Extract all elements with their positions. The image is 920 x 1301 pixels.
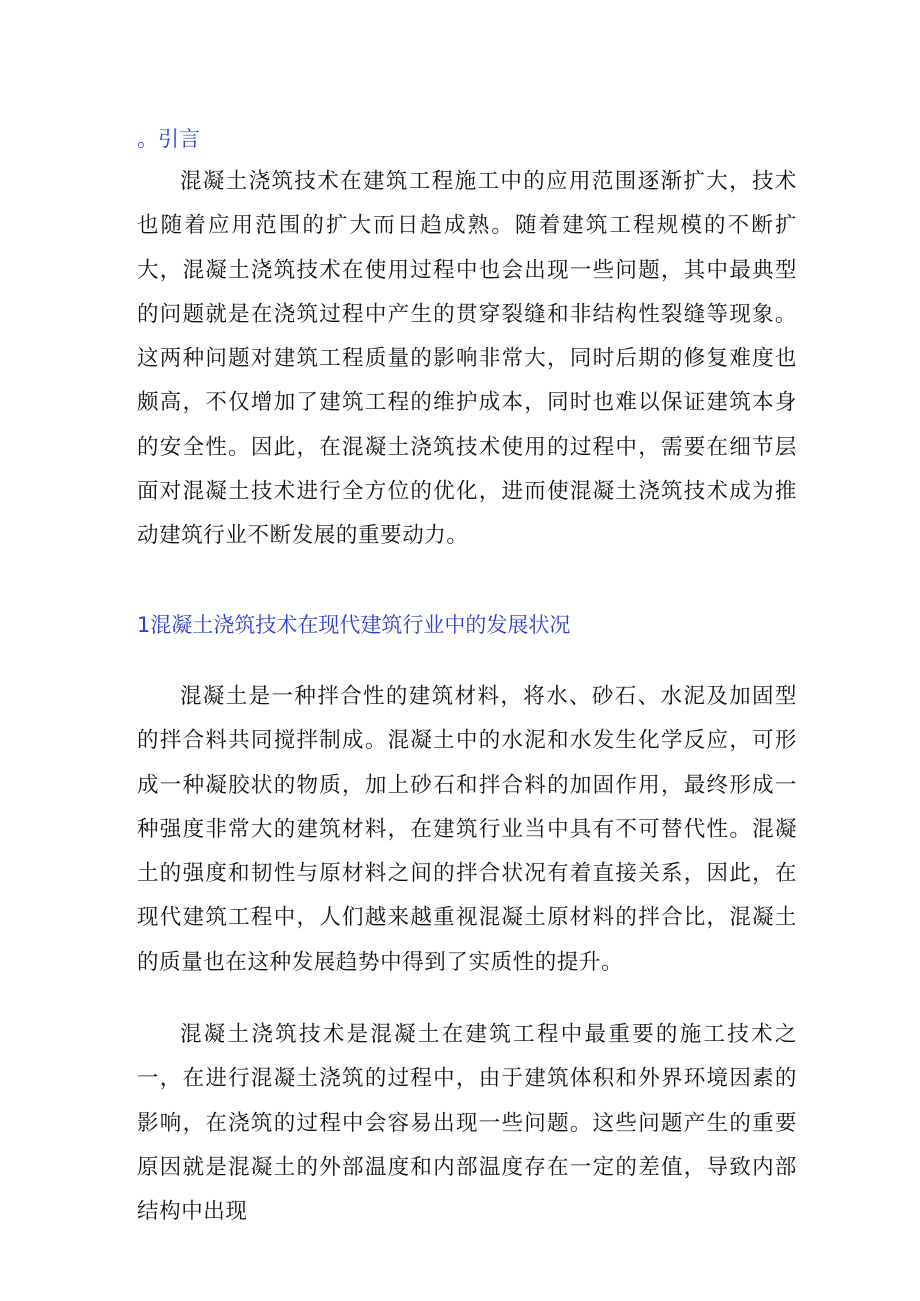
intro-heading: 。引言 [137,127,200,151]
section-heading: 1混凝土浇筑技术在现代建筑行业中的发展状况 [137,613,571,637]
intro-paragraph: 混凝土浇筑技术在建筑工程施工中的应用范围逐渐扩大，技术也随着应用范围的扩大而日趋成熟。随着建筑工程规模的不断扩大，混凝土浇筑技术在使用过程中也会出现一些问题，其中最典型的问题就是在浇筑过程中产生的贯穿裂缝和非结构性裂缝等现象。这两种问题对建筑工程质量的影响非常大，同时后期的修复难度也颇高，不仅增加了建筑工程的维护成本，同时也难以保证建筑本身的安全性。因此，在混凝土浇筑技术使用的过程中，需要在细节层面对混凝土技术进行全方位的优化，进而使混凝土浇筑技术成为推动建筑行业不断发展的重要动力。 [137,169,797,549]
section-paragraph: 混凝土是一种拌合性的建筑材料，将水、砂石、水泥及加固型的拌合料共同搅拌制成。混凝土中的水泥和水发生化学反应，可形成一种凝胶状的物质，加上砂石和拌合料的加固作用，最终形成一种强度非常大的建筑材料，在建筑行业当中具有不可替代性。混凝土的强度和韧性与原材料之间的拌合状况有着直接关系，因此，在现代建筑工程中，人们越来越重视混凝土原材料的拌合比，混凝土的质量也在这种发展趋势中得到了实质性的提升。 [137,684,797,975]
section-paragraph: 混凝土浇筑技术是混凝土在建筑工程中最重要的施工技术之一，在进行混凝土浇筑的过程中，由于建筑体积和外界环境因素的影响，在浇筑的过程中会容易出现一些问题。这些问题产生的重要原因就是混凝土的外部温度和内部温度存在一定的差值，导致内部结构中出现 [137,1022,797,1225]
